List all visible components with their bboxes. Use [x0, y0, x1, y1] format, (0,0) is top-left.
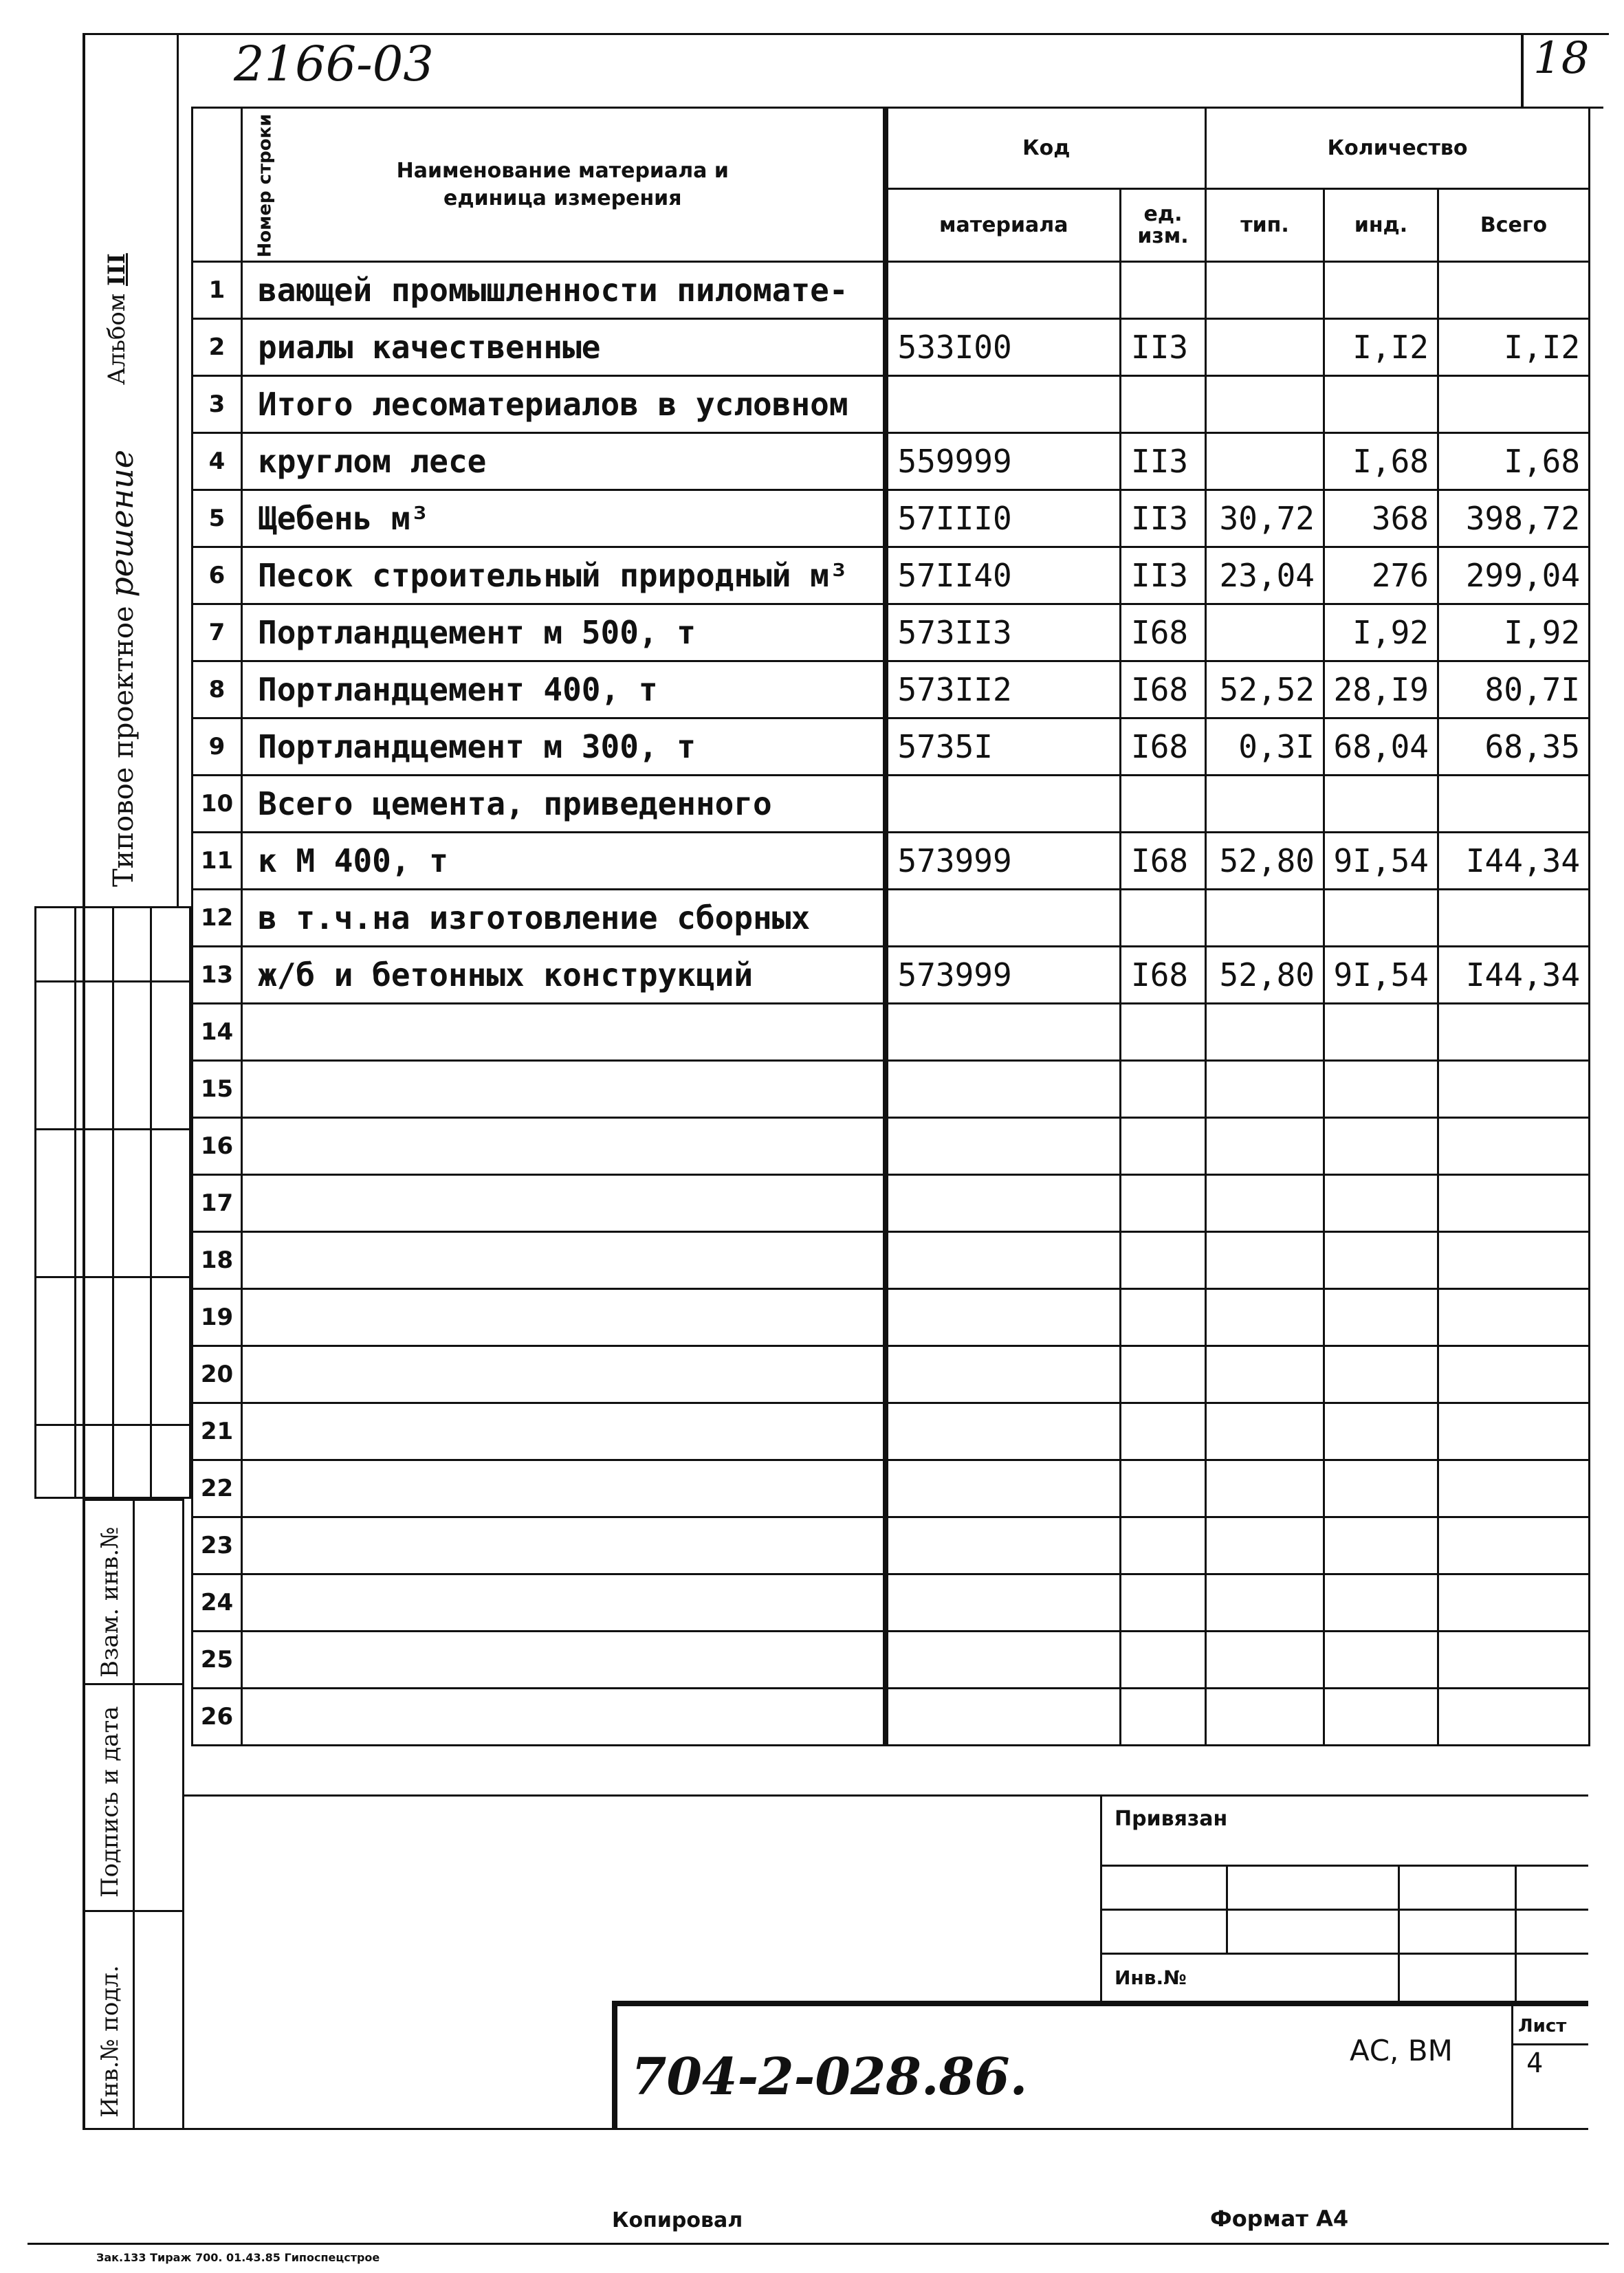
left-stamp-grid	[34, 906, 191, 1499]
qty-ind	[1324, 376, 1438, 433]
material-name	[242, 1118, 886, 1175]
material-name: риалы качественные	[242, 319, 886, 376]
format-label: Формат А4	[1210, 2206, 1349, 2232]
material-code	[886, 1232, 1121, 1289]
qty-typ	[1206, 1175, 1324, 1232]
table-row	[193, 490, 1590, 547]
table-row	[193, 1118, 1590, 1175]
qty-total	[1438, 1517, 1590, 1574]
qty-total: I,I2	[1438, 319, 1590, 376]
table-row	[193, 1460, 1590, 1517]
table-row	[193, 1403, 1590, 1460]
material-code	[886, 1289, 1121, 1346]
qty-ind	[1324, 1004, 1438, 1061]
qty-total	[1438, 1403, 1590, 1460]
unit-code: II3	[1121, 319, 1206, 376]
qty-typ	[1206, 1517, 1324, 1574]
table-row	[193, 718, 1590, 776]
material-code	[886, 1061, 1121, 1118]
material-name: Итого лесоматериалов в условном	[242, 376, 886, 433]
material-name	[242, 1289, 886, 1346]
qty-typ: 23,04	[1206, 547, 1324, 604]
qty-ind: 276	[1324, 547, 1438, 604]
qty-total	[1438, 1574, 1590, 1632]
table-row	[193, 776, 1590, 833]
table-row	[193, 1689, 1590, 1746]
material-code: 573999	[886, 947, 1121, 1004]
material-name	[242, 1175, 886, 1232]
unit-code	[1121, 1061, 1206, 1118]
row-number: 21	[193, 1403, 242, 1460]
table-row	[193, 604, 1590, 661]
qty-ind	[1324, 1232, 1438, 1289]
row-number: 10	[193, 776, 242, 833]
material-name: Портландцемент м 300, т	[242, 718, 886, 776]
material-name: ж/б и бетонных конструкций	[242, 947, 886, 1004]
material-code	[886, 1574, 1121, 1632]
qty-typ	[1206, 262, 1324, 319]
header-qty-typ: тип.	[1206, 189, 1324, 262]
row-number: 13	[193, 947, 242, 1004]
mark-label: АС, ВМ	[1350, 2034, 1453, 2067]
copied-label: Копировал	[612, 2208, 743, 2232]
qty-typ	[1206, 1118, 1324, 1175]
row-number: 17	[193, 1175, 242, 1232]
unit-code	[1121, 1289, 1206, 1346]
qty-total	[1438, 1632, 1590, 1689]
qty-total	[1438, 776, 1590, 833]
material-code	[886, 776, 1121, 833]
qty-total	[1438, 376, 1590, 433]
qty-total: 80,7I	[1438, 661, 1590, 718]
row-number: 18	[193, 1232, 242, 1289]
print-info: Зак.133 Тираж 700. 01.43.85 Гипоспецстрое	[96, 2251, 380, 2264]
material-name	[242, 1346, 886, 1403]
qty-ind	[1324, 1346, 1438, 1403]
row-number: 2	[193, 319, 242, 376]
qty-typ: 0,3I	[1206, 718, 1324, 776]
header-qty-total: Всего	[1438, 189, 1590, 262]
unit-code: II3	[1121, 490, 1206, 547]
bound-label: Привязан	[1115, 1807, 1228, 1831]
qty-typ	[1206, 1061, 1324, 1118]
qty-total: 68,35	[1438, 718, 1590, 776]
table-row	[193, 433, 1590, 490]
qty-ind	[1324, 1118, 1438, 1175]
unit-code	[1121, 1403, 1206, 1460]
material-code: 57II40	[886, 547, 1121, 604]
qty-ind	[1324, 1460, 1438, 1517]
table-row	[193, 1574, 1590, 1632]
table-row	[193, 890, 1590, 947]
unit-code	[1121, 1004, 1206, 1061]
table-row	[193, 262, 1590, 319]
row-number: 20	[193, 1346, 242, 1403]
material-name	[242, 1061, 886, 1118]
qty-total	[1438, 890, 1590, 947]
unit-code: II3	[1121, 433, 1206, 490]
row-number: 9	[193, 718, 242, 776]
material-code: 533I00	[886, 319, 1121, 376]
material-code	[886, 1118, 1121, 1175]
qty-ind	[1324, 890, 1438, 947]
table-row	[193, 376, 1590, 433]
unit-code	[1121, 1574, 1206, 1632]
qty-typ	[1206, 1004, 1324, 1061]
unit-code	[1121, 1175, 1206, 1232]
table-row	[193, 661, 1590, 718]
row-number: 5	[193, 490, 242, 547]
qty-total: I,92	[1438, 604, 1590, 661]
qty-typ	[1206, 1346, 1324, 1403]
qty-total	[1438, 1061, 1590, 1118]
qty-ind	[1324, 776, 1438, 833]
unit-code: I68	[1121, 718, 1206, 776]
table-row	[193, 833, 1590, 890]
row-number: 15	[193, 1061, 242, 1118]
material-code	[886, 1632, 1121, 1689]
qty-total: 398,72	[1438, 490, 1590, 547]
qty-total	[1438, 1346, 1590, 1403]
material-name: вающей промышленности пиломате-	[242, 262, 886, 319]
table-row	[193, 1346, 1590, 1403]
material-name	[242, 1403, 886, 1460]
unit-code: II3	[1121, 547, 1206, 604]
qty-total	[1438, 1175, 1590, 1232]
qty-ind: 68,04	[1324, 718, 1438, 776]
inv-no-label: Инв.№	[1115, 1966, 1187, 1989]
qty-total: 299,04	[1438, 547, 1590, 604]
header-row-number: Номер строки	[193, 108, 242, 262]
qty-ind: I,92	[1324, 604, 1438, 661]
material-code: 559999	[886, 433, 1121, 490]
row-number: 19	[193, 1289, 242, 1346]
material-code	[886, 890, 1121, 947]
footer-rule	[28, 2243, 1609, 2245]
row-number: 25	[193, 1632, 242, 1689]
material-code	[886, 1346, 1121, 1403]
table-row	[193, 1632, 1590, 1689]
qty-typ	[1206, 1403, 1324, 1460]
material-code	[886, 262, 1121, 319]
row-number: 22	[193, 1460, 242, 1517]
qty-ind: I,68	[1324, 433, 1438, 490]
qty-typ	[1206, 604, 1324, 661]
qty-total: I44,34	[1438, 947, 1590, 1004]
album-label: Альбом III	[103, 253, 131, 385]
material-name: к М 400, т	[242, 833, 886, 890]
material-name: Портландцемент м 500, т	[242, 604, 886, 661]
qty-typ	[1206, 319, 1324, 376]
unit-code	[1121, 376, 1206, 433]
qty-ind: 368	[1324, 490, 1438, 547]
table-row	[193, 947, 1590, 1004]
unit-code: I68	[1121, 833, 1206, 890]
material-code: 573II2	[886, 661, 1121, 718]
qty-typ	[1206, 376, 1324, 433]
row-number: 24	[193, 1574, 242, 1632]
qty-typ	[1206, 1460, 1324, 1517]
table-row	[193, 1004, 1590, 1061]
qty-ind	[1324, 262, 1438, 319]
qty-ind	[1324, 1061, 1438, 1118]
header-material-name: Наименование материала и единица измерения	[242, 108, 886, 262]
unit-code	[1121, 1460, 1206, 1517]
qty-typ	[1206, 1632, 1324, 1689]
qty-typ	[1206, 1689, 1324, 1746]
row-number: 14	[193, 1004, 242, 1061]
inv-original-label: Инв.№ подл.	[96, 1965, 124, 2118]
qty-ind	[1324, 1517, 1438, 1574]
material-code: 5735I	[886, 718, 1121, 776]
qty-typ	[1206, 1574, 1324, 1632]
material-name	[242, 1460, 886, 1517]
qty-ind: 9I,54	[1324, 833, 1438, 890]
unit-code	[1121, 890, 1206, 947]
table-row	[193, 319, 1590, 376]
material-name	[242, 1517, 886, 1574]
qty-total: I,68	[1438, 433, 1590, 490]
row-number: 4	[193, 433, 242, 490]
row-number: 16	[193, 1118, 242, 1175]
unit-code	[1121, 1118, 1206, 1175]
table-row	[193, 1517, 1590, 1574]
unit-code: I68	[1121, 661, 1206, 718]
binding-box	[1100, 1794, 1588, 2001]
qty-total: I44,34	[1438, 833, 1590, 890]
unit-code: I68	[1121, 947, 1206, 1004]
material-code	[886, 1460, 1121, 1517]
material-code	[886, 1403, 1121, 1460]
drawing-code-box	[612, 2001, 1588, 2130]
row-number: 26	[193, 1689, 242, 1746]
qty-ind: 28,I9	[1324, 661, 1438, 718]
document-number: 2166-03	[234, 36, 434, 92]
row-number: 7	[193, 604, 242, 661]
row-number: 3	[193, 376, 242, 433]
material-name: Щебень м³	[242, 490, 886, 547]
material-code	[886, 1175, 1121, 1232]
qty-ind: I,I2	[1324, 319, 1438, 376]
sheet-label: Лист	[1518, 2016, 1567, 2036]
qty-total	[1438, 1004, 1590, 1061]
unit-code	[1121, 1232, 1206, 1289]
qty-ind	[1324, 1289, 1438, 1346]
material-code: 57III0	[886, 490, 1121, 547]
material-name	[242, 1232, 886, 1289]
qty-ind	[1324, 1632, 1438, 1689]
material-name: Всего цемента, приведенного	[242, 776, 886, 833]
row-number: 23	[193, 1517, 242, 1574]
qty-typ	[1206, 890, 1324, 947]
qty-typ: 52,80	[1206, 833, 1324, 890]
material-name: в т.ч.на изготовление сборных	[242, 890, 886, 947]
qty-total	[1438, 1460, 1590, 1517]
materials-table	[191, 107, 1590, 1746]
qty-ind	[1324, 1175, 1438, 1232]
unit-code	[1121, 1517, 1206, 1574]
qty-total	[1438, 262, 1590, 319]
material-code	[886, 376, 1121, 433]
row-number: 1	[193, 262, 242, 319]
material-name	[242, 1632, 886, 1689]
qty-typ	[1206, 1232, 1324, 1289]
table-row	[193, 1175, 1590, 1232]
row-number: 12	[193, 890, 242, 947]
header-qty-ind: инд.	[1324, 189, 1438, 262]
material-name	[242, 1574, 886, 1632]
unit-code	[1121, 776, 1206, 833]
unit-code	[1121, 1689, 1206, 1746]
sign-date-label: Подпись и дата	[96, 1706, 124, 1898]
qty-typ	[1206, 433, 1324, 490]
table-row	[193, 1289, 1590, 1346]
table-row	[193, 1061, 1590, 1118]
row-number: 6	[193, 547, 242, 604]
unit-code	[1121, 1346, 1206, 1403]
typical-project-label: Типовое проектное решение	[103, 450, 140, 887]
row-number: 8	[193, 661, 242, 718]
material-name	[242, 1004, 886, 1061]
material-name: Портландцемент 400, т	[242, 661, 886, 718]
qty-typ: 52,52	[1206, 661, 1324, 718]
qty-total	[1438, 1689, 1590, 1746]
sheet-number: 4	[1526, 2047, 1544, 2079]
table-row	[193, 547, 1590, 604]
qty-typ	[1206, 776, 1324, 833]
qty-typ: 52,80	[1206, 947, 1324, 1004]
qty-ind	[1324, 1574, 1438, 1632]
material-name: круглом лесе	[242, 433, 886, 490]
qty-typ: 30,72	[1206, 490, 1324, 547]
material-code: 573II3	[886, 604, 1121, 661]
header-code-unit: ед. изм.	[1121, 189, 1206, 262]
row-number: 11	[193, 833, 242, 890]
header-quantity: Количество	[1206, 108, 1590, 189]
qty-ind	[1324, 1689, 1438, 1746]
material-name: Песок строительный природный м³	[242, 547, 886, 604]
unit-code	[1121, 1632, 1206, 1689]
qty-typ	[1206, 1289, 1324, 1346]
unit-code: I68	[1121, 604, 1206, 661]
exchange-inv-label: Взам. инв.№	[96, 1526, 124, 1678]
table-row	[193, 1232, 1590, 1289]
header-code: Код	[886, 108, 1206, 189]
material-code	[886, 1004, 1121, 1061]
material-code	[886, 1517, 1121, 1574]
material-code: 573999	[886, 833, 1121, 890]
qty-total	[1438, 1289, 1590, 1346]
corner-mark: 18	[1521, 33, 1603, 109]
header-code-material: материала	[886, 189, 1121, 262]
qty-ind: 9I,54	[1324, 947, 1438, 1004]
qty-total	[1438, 1118, 1590, 1175]
unit-code	[1121, 262, 1206, 319]
material-name	[242, 1689, 886, 1746]
qty-ind	[1324, 1403, 1438, 1460]
drawing-code: 704-2-028.86.	[631, 2047, 1028, 2107]
qty-total	[1438, 1232, 1590, 1289]
material-code	[886, 1689, 1121, 1746]
